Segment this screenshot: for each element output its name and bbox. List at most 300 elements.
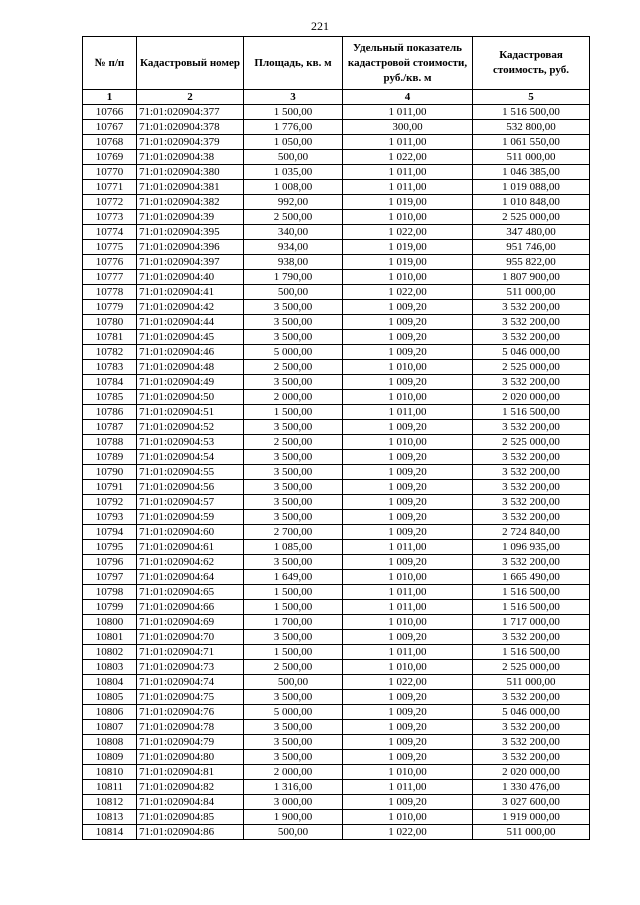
area-cell: 3 000,00 [244, 795, 343, 810]
unit-value-cell: 1 009,20 [343, 420, 473, 435]
cadastral-value-cell: 1 061 550,00 [473, 135, 590, 150]
cadastral-number-cell: 71:01:020904:64 [137, 570, 244, 585]
area-cell: 1 500,00 [244, 645, 343, 660]
row-number-cell: 10766 [83, 105, 137, 120]
unit-value-cell: 1 010,00 [343, 435, 473, 450]
row-number-cell: 10767 [83, 120, 137, 135]
cadastral-number-cell: 71:01:020904:377 [137, 105, 244, 120]
cadastral-number-cell: 71:01:020904:381 [137, 180, 244, 195]
header-cadastral-number: Кадастровый номер [137, 37, 244, 90]
cadastral-number-cell: 71:01:020904:66 [137, 600, 244, 615]
area-cell: 2 000,00 [244, 390, 343, 405]
cadastral-value-cell: 3 532 200,00 [473, 735, 590, 750]
table-row [83, 690, 590, 705]
column-number: 1 [83, 90, 137, 105]
unit-value-cell: 1 011,00 [343, 105, 473, 120]
cadastral-number-cell: 71:01:020904:44 [137, 315, 244, 330]
table-row [83, 375, 590, 390]
cadastral-number-cell: 71:01:020904:85 [137, 810, 244, 825]
unit-value-cell: 1 022,00 [343, 225, 473, 240]
area-cell: 2 500,00 [244, 435, 343, 450]
cadastral-number-cell: 71:01:020904:40 [137, 270, 244, 285]
cadastral-number-cell: 71:01:020904:78 [137, 720, 244, 735]
unit-value-cell: 1 022,00 [343, 150, 473, 165]
area-cell: 3 500,00 [244, 330, 343, 345]
cadastral-number-cell: 71:01:020904:397 [137, 255, 244, 270]
cadastral-value-cell: 511 000,00 [473, 150, 590, 165]
row-number-cell: 10768 [83, 135, 137, 150]
area-cell: 3 500,00 [244, 735, 343, 750]
area-cell: 3 500,00 [244, 375, 343, 390]
row-number-cell: 10780 [83, 315, 137, 330]
table-row [83, 750, 590, 765]
area-cell: 3 500,00 [244, 555, 343, 570]
table-row [83, 585, 590, 600]
cadastral-value-cell: 532 800,00 [473, 120, 590, 135]
table-row [83, 630, 590, 645]
unit-value-cell: 1 009,20 [343, 345, 473, 360]
area-cell: 5 000,00 [244, 705, 343, 720]
cadastral-value-cell: 1 019 088,00 [473, 180, 590, 195]
cadastral-number-cell: 71:01:020904:76 [137, 705, 244, 720]
row-number-cell: 10810 [83, 765, 137, 780]
row-number-cell: 10809 [83, 750, 137, 765]
area-cell: 2 500,00 [244, 210, 343, 225]
table-row [83, 510, 590, 525]
row-number-cell: 10786 [83, 405, 137, 420]
unit-value-cell: 1 019,00 [343, 240, 473, 255]
cadastral-value-cell: 3 532 200,00 [473, 750, 590, 765]
unit-value-cell: 1 022,00 [343, 285, 473, 300]
cadastral-value-cell: 2 020 000,00 [473, 390, 590, 405]
table-row [83, 480, 590, 495]
cadastral-value-cell: 955 822,00 [473, 255, 590, 270]
cadastral-value-cell: 3 532 200,00 [473, 720, 590, 735]
area-cell: 3 500,00 [244, 420, 343, 435]
unit-value-cell: 1 011,00 [343, 165, 473, 180]
unit-value-cell: 1 009,20 [343, 705, 473, 720]
unit-value-cell: 1 010,00 [343, 270, 473, 285]
header-row [83, 37, 590, 90]
unit-value-cell: 1 009,20 [343, 720, 473, 735]
unit-value-cell: 1 011,00 [343, 540, 473, 555]
cadastral-number-cell: 71:01:020904:38 [137, 150, 244, 165]
table-row [83, 780, 590, 795]
cadastral-number-cell: 71:01:020904:73 [137, 660, 244, 675]
row-number-cell: 10773 [83, 210, 137, 225]
row-number-cell: 10811 [83, 780, 137, 795]
unit-value-cell: 1 009,20 [343, 480, 473, 495]
table-row [83, 435, 590, 450]
cadastral-value-cell: 511 000,00 [473, 825, 590, 840]
area-cell: 5 000,00 [244, 345, 343, 360]
row-number-cell: 10789 [83, 450, 137, 465]
table-row [83, 405, 590, 420]
cadastral-value-cell: 1 330 476,00 [473, 780, 590, 795]
row-number-cell: 10804 [83, 675, 137, 690]
area-cell: 340,00 [244, 225, 343, 240]
area-cell: 3 500,00 [244, 495, 343, 510]
unit-value-cell: 1 011,00 [343, 180, 473, 195]
table-row [83, 345, 590, 360]
row-number-cell: 10783 [83, 360, 137, 375]
unit-value-cell: 1 011,00 [343, 780, 473, 795]
cadastral-value-cell: 2 525 000,00 [473, 435, 590, 450]
row-number-cell: 10796 [83, 555, 137, 570]
area-cell: 3 500,00 [244, 720, 343, 735]
cadastral-value-cell: 1 046 385,00 [473, 165, 590, 180]
table-row [83, 675, 590, 690]
unit-value-cell: 1 009,20 [343, 735, 473, 750]
unit-value-cell: 1 010,00 [343, 360, 473, 375]
table-row [83, 255, 590, 270]
table-row [83, 525, 590, 540]
cadastral-number-cell: 71:01:020904:54 [137, 450, 244, 465]
area-cell: 938,00 [244, 255, 343, 270]
cadastral-number-cell: 71:01:020904:396 [137, 240, 244, 255]
cadastral-value-table [82, 36, 590, 840]
cadastral-number-cell: 71:01:020904:86 [137, 825, 244, 840]
row-number-cell: 10775 [83, 240, 137, 255]
unit-value-cell: 1 019,00 [343, 255, 473, 270]
cadastral-value-cell: 3 532 200,00 [473, 420, 590, 435]
cadastral-value-cell: 3 532 200,00 [473, 480, 590, 495]
cadastral-number-cell: 71:01:020904:50 [137, 390, 244, 405]
table-row [83, 615, 590, 630]
table-row [83, 495, 590, 510]
cadastral-value-cell: 951 746,00 [473, 240, 590, 255]
table-row [83, 825, 590, 840]
area-cell: 3 500,00 [244, 450, 343, 465]
cadastral-number-cell: 71:01:020904:45 [137, 330, 244, 345]
row-number-cell: 10792 [83, 495, 137, 510]
cadastral-number-cell: 71:01:020904:79 [137, 735, 244, 750]
cadastral-value-cell: 5 046 000,00 [473, 345, 590, 360]
table-row [83, 735, 590, 750]
area-cell: 934,00 [244, 240, 343, 255]
unit-value-cell: 1 022,00 [343, 825, 473, 840]
table-row [83, 330, 590, 345]
cadastral-number-cell: 71:01:020904:39 [137, 210, 244, 225]
unit-value-cell: 1 011,00 [343, 600, 473, 615]
row-number-cell: 10791 [83, 480, 137, 495]
area-cell: 1 035,00 [244, 165, 343, 180]
cadastral-value-cell: 5 046 000,00 [473, 705, 590, 720]
area-cell: 1 700,00 [244, 615, 343, 630]
cadastral-value-cell: 3 532 200,00 [473, 300, 590, 315]
cadastral-number-cell: 71:01:020904:56 [137, 480, 244, 495]
unit-value-cell: 1 009,20 [343, 525, 473, 540]
cadastral-value-cell: 1 010 848,00 [473, 195, 590, 210]
row-number-cell: 10812 [83, 795, 137, 810]
table-row [83, 600, 590, 615]
cadastral-value-cell: 3 027 600,00 [473, 795, 590, 810]
table-row [83, 105, 590, 120]
column-number: 3 [244, 90, 343, 105]
row-number-cell: 10798 [83, 585, 137, 600]
unit-value-cell: 1 009,20 [343, 510, 473, 525]
header-area: Площадь, кв. м [244, 37, 343, 90]
row-number-cell: 10771 [83, 180, 137, 195]
area-cell: 3 500,00 [244, 510, 343, 525]
row-number-cell: 10806 [83, 705, 137, 720]
row-number-cell: 10772 [83, 195, 137, 210]
table-row [83, 135, 590, 150]
row-number-cell: 10776 [83, 255, 137, 270]
area-cell: 3 500,00 [244, 630, 343, 645]
table-row [83, 465, 590, 480]
area-cell: 992,00 [244, 195, 343, 210]
unit-value-cell: 1 022,00 [343, 675, 473, 690]
cadastral-value-cell: 1 096 935,00 [473, 540, 590, 555]
area-cell: 2 700,00 [244, 525, 343, 540]
row-number-cell: 10788 [83, 435, 137, 450]
cadastral-value-cell: 3 532 200,00 [473, 630, 590, 645]
area-cell: 1 500,00 [244, 600, 343, 615]
unit-value-cell: 1 009,20 [343, 495, 473, 510]
cadastral-value-cell: 1 717 000,00 [473, 615, 590, 630]
cadastral-number-cell: 71:01:020904:46 [137, 345, 244, 360]
table-row [83, 660, 590, 675]
cadastral-number-cell: 71:01:020904:52 [137, 420, 244, 435]
column-number: 5 [473, 90, 590, 105]
column-number-row [83, 90, 590, 105]
area-cell: 3 500,00 [244, 690, 343, 705]
table-row [83, 795, 590, 810]
row-number-cell: 10808 [83, 735, 137, 750]
cadastral-number-cell: 71:01:020904:74 [137, 675, 244, 690]
header-unit-value: Удельный показатель кадастровой стоимости, руб./кв. м [343, 37, 473, 90]
cadastral-number-cell: 71:01:020904:395 [137, 225, 244, 240]
unit-value-cell: 1 010,00 [343, 615, 473, 630]
cadastral-number-cell: 71:01:020904:379 [137, 135, 244, 150]
area-cell: 500,00 [244, 150, 343, 165]
area-cell: 500,00 [244, 675, 343, 690]
cadastral-value-cell: 3 532 200,00 [473, 465, 590, 480]
row-number-cell: 10797 [83, 570, 137, 585]
cadastral-number-cell: 71:01:020904:57 [137, 495, 244, 510]
cadastral-number-cell: 71:01:020904:42 [137, 300, 244, 315]
row-number-cell: 10781 [83, 330, 137, 345]
table-row [83, 450, 590, 465]
cadastral-value-cell: 2 525 000,00 [473, 360, 590, 375]
cadastral-value-cell: 3 532 200,00 [473, 450, 590, 465]
header-cadastral-value: Кадастровая стоимость, руб. [473, 37, 590, 90]
row-number-cell: 10813 [83, 810, 137, 825]
unit-value-cell: 1 009,20 [343, 300, 473, 315]
table-row [83, 240, 590, 255]
unit-value-cell: 1 009,20 [343, 465, 473, 480]
area-cell: 3 500,00 [244, 300, 343, 315]
cadastral-value-cell: 511 000,00 [473, 285, 590, 300]
cadastral-number-cell: 71:01:020904:380 [137, 165, 244, 180]
cadastral-number-cell: 71:01:020904:80 [137, 750, 244, 765]
cadastral-number-cell: 71:01:020904:62 [137, 555, 244, 570]
area-cell: 3 500,00 [244, 315, 343, 330]
row-number-cell: 10801 [83, 630, 137, 645]
cadastral-value-cell: 511 000,00 [473, 675, 590, 690]
row-number-cell: 10795 [83, 540, 137, 555]
row-number-cell: 10799 [83, 600, 137, 615]
cadastral-value-cell: 1 919 000,00 [473, 810, 590, 825]
unit-value-cell: 1 019,00 [343, 195, 473, 210]
cadastral-number-cell: 71:01:020904:82 [137, 780, 244, 795]
area-cell: 2 000,00 [244, 765, 343, 780]
table-row [83, 810, 590, 825]
unit-value-cell: 1 010,00 [343, 390, 473, 405]
cadastral-number-cell: 71:01:020904:48 [137, 360, 244, 375]
table-row [83, 150, 590, 165]
cadastral-number-cell: 71:01:020904:75 [137, 690, 244, 705]
cadastral-value-cell: 1 516 500,00 [473, 645, 590, 660]
unit-value-cell: 1 011,00 [343, 135, 473, 150]
cadastral-number-cell: 71:01:020904:84 [137, 795, 244, 810]
cadastral-number-cell: 71:01:020904:69 [137, 615, 244, 630]
cadastral-value-cell: 1 516 500,00 [473, 600, 590, 615]
area-cell: 2 500,00 [244, 660, 343, 675]
row-number-cell: 10778 [83, 285, 137, 300]
area-cell: 1 500,00 [244, 405, 343, 420]
unit-value-cell: 1 009,20 [343, 795, 473, 810]
row-number-cell: 10787 [83, 420, 137, 435]
cadastral-number-cell: 71:01:020904:60 [137, 525, 244, 540]
unit-value-cell: 1 009,20 [343, 690, 473, 705]
cadastral-value-cell: 3 532 200,00 [473, 495, 590, 510]
area-cell: 1 900,00 [244, 810, 343, 825]
unit-value-cell: 1 011,00 [343, 585, 473, 600]
cadastral-number-cell: 71:01:020904:41 [137, 285, 244, 300]
column-number: 2 [137, 90, 244, 105]
table-row [83, 165, 590, 180]
area-cell: 3 500,00 [244, 480, 343, 495]
unit-value-cell: 1 009,20 [343, 555, 473, 570]
unit-value-cell: 1 009,20 [343, 630, 473, 645]
row-number-cell: 10802 [83, 645, 137, 660]
cadastral-number-cell: 71:01:020904:70 [137, 630, 244, 645]
area-cell: 500,00 [244, 285, 343, 300]
table-row [83, 120, 590, 135]
area-cell: 1 008,00 [244, 180, 343, 195]
unit-value-cell: 1 010,00 [343, 660, 473, 675]
cadastral-number-cell: 71:01:020904:49 [137, 375, 244, 390]
row-number-cell: 10803 [83, 660, 137, 675]
area-cell: 1 050,00 [244, 135, 343, 150]
header-row-number: № п/п [83, 37, 137, 90]
table-row [83, 315, 590, 330]
area-cell: 3 500,00 [244, 750, 343, 765]
area-cell: 1 776,00 [244, 120, 343, 135]
cadastral-value-cell: 1 516 500,00 [473, 105, 590, 120]
table-row [83, 180, 590, 195]
row-number-cell: 10779 [83, 300, 137, 315]
row-number-cell: 10784 [83, 375, 137, 390]
table-body [83, 105, 590, 840]
cadastral-value-cell: 1 665 490,00 [473, 570, 590, 585]
cadastral-value-cell: 2 525 000,00 [473, 660, 590, 675]
table-row [83, 705, 590, 720]
table-row [83, 285, 590, 300]
area-cell: 500,00 [244, 825, 343, 840]
row-number-cell: 10805 [83, 690, 137, 705]
table-row [83, 390, 590, 405]
table-row [83, 270, 590, 285]
table-row [83, 720, 590, 735]
unit-value-cell: 1 009,20 [343, 330, 473, 345]
unit-value-cell: 1 009,20 [343, 375, 473, 390]
row-number-cell: 10770 [83, 165, 137, 180]
unit-value-cell: 1 010,00 [343, 210, 473, 225]
table-row [83, 570, 590, 585]
unit-value-cell: 300,00 [343, 120, 473, 135]
row-number-cell: 10807 [83, 720, 137, 735]
area-cell: 1 500,00 [244, 105, 343, 120]
row-number-cell: 10794 [83, 525, 137, 540]
cadastral-value-cell: 3 532 200,00 [473, 510, 590, 525]
cadastral-value-cell: 3 532 200,00 [473, 315, 590, 330]
area-cell: 1 316,00 [244, 780, 343, 795]
table-row [83, 540, 590, 555]
row-number-cell: 10769 [83, 150, 137, 165]
cadastral-value-cell: 3 532 200,00 [473, 330, 590, 345]
page-number: 221 [311, 19, 329, 33]
cadastral-value-cell: 1 516 500,00 [473, 405, 590, 420]
cadastral-number-cell: 71:01:020904:378 [137, 120, 244, 135]
cadastral-number-cell: 71:01:020904:61 [137, 540, 244, 555]
row-number-cell: 10800 [83, 615, 137, 630]
row-number-cell: 10814 [83, 825, 137, 840]
area-cell: 1 649,00 [244, 570, 343, 585]
column-number: 4 [343, 90, 473, 105]
unit-value-cell: 1 009,20 [343, 750, 473, 765]
table-row [83, 225, 590, 240]
cadastral-value-cell: 2 020 000,00 [473, 765, 590, 780]
table-row [83, 555, 590, 570]
cadastral-number-cell: 71:01:020904:55 [137, 465, 244, 480]
unit-value-cell: 1 009,20 [343, 450, 473, 465]
table-row [83, 360, 590, 375]
table-row [83, 210, 590, 225]
table-row [83, 300, 590, 315]
area-cell: 1 085,00 [244, 540, 343, 555]
cadastral-value-cell: 1 516 500,00 [473, 585, 590, 600]
cadastral-value-cell: 3 532 200,00 [473, 375, 590, 390]
unit-value-cell: 1 009,20 [343, 315, 473, 330]
area-cell: 1 790,00 [244, 270, 343, 285]
cadastral-number-cell: 71:01:020904:71 [137, 645, 244, 660]
table-row [83, 420, 590, 435]
area-cell: 2 500,00 [244, 360, 343, 375]
row-number-cell: 10785 [83, 390, 137, 405]
unit-value-cell: 1 010,00 [343, 810, 473, 825]
unit-value-cell: 1 010,00 [343, 765, 473, 780]
table-row [83, 195, 590, 210]
row-number-cell: 10790 [83, 465, 137, 480]
row-number-cell: 10793 [83, 510, 137, 525]
cadastral-value-cell: 1 807 900,00 [473, 270, 590, 285]
cadastral-number-cell: 71:01:020904:59 [137, 510, 244, 525]
cadastral-number-cell: 71:01:020904:382 [137, 195, 244, 210]
row-number-cell: 10774 [83, 225, 137, 240]
unit-value-cell: 1 011,00 [343, 405, 473, 420]
cadastral-value-cell: 3 532 200,00 [473, 690, 590, 705]
cadastral-number-cell: 71:01:020904:65 [137, 585, 244, 600]
cadastral-value-cell: 347 480,00 [473, 225, 590, 240]
table-row [83, 645, 590, 660]
row-number-cell: 10777 [83, 270, 137, 285]
cadastral-number-cell: 71:01:020904:51 [137, 405, 244, 420]
cadastral-value-cell: 3 532 200,00 [473, 555, 590, 570]
row-number-cell: 10782 [83, 345, 137, 360]
